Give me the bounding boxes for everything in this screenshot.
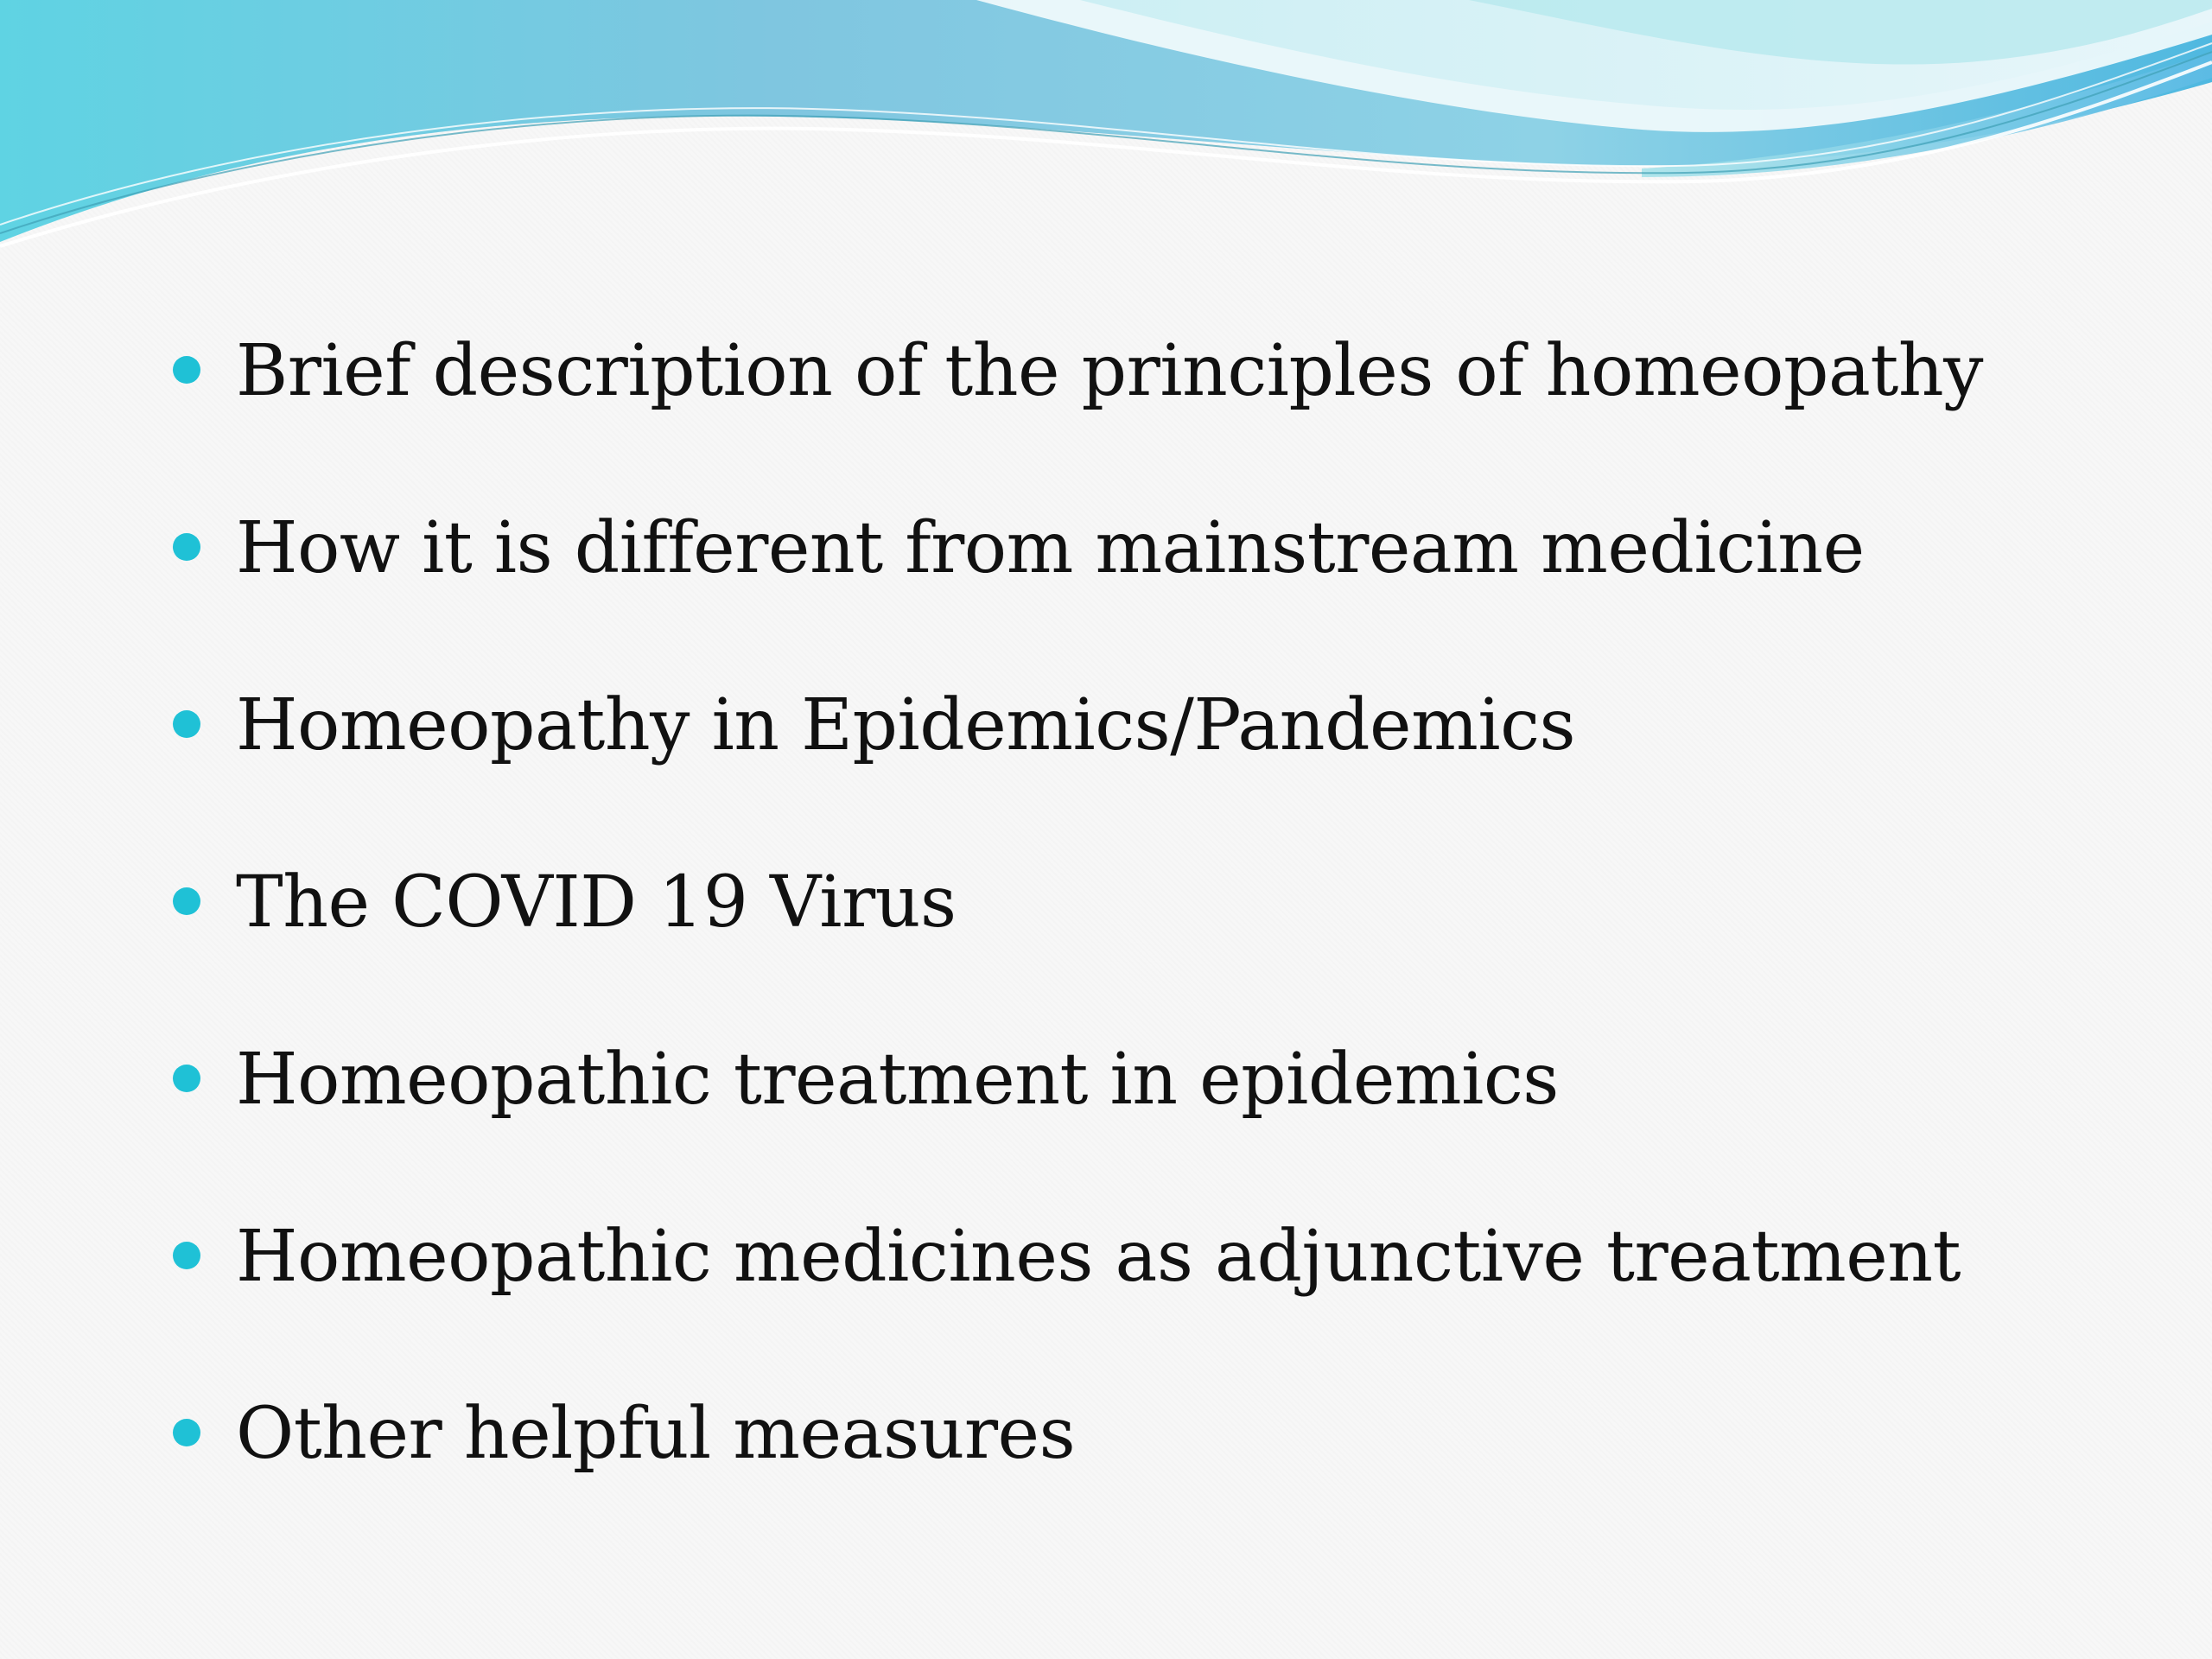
list-item [173, 851, 2074, 1028]
list-item [173, 497, 2074, 674]
bullet-icon [173, 1419, 200, 1446]
bullet-icon [173, 1065, 200, 1092]
bullet-text: Brief description of the principles of homeopathy [236, 330, 1983, 412]
bullet-icon [173, 710, 200, 738]
header-wave-decoration [0, 0, 2212, 259]
bullet-text: The COVID 19 Virus [236, 861, 957, 944]
bullet-text: Homeopathic treatment in epidemics [236, 1039, 1559, 1121]
bullet-text: Homeopathy in Epidemics/Pandemics [236, 684, 1576, 766]
list-item [173, 1028, 2074, 1205]
bullet-text: Other helpful measures [236, 1393, 1076, 1475]
list-item [173, 1205, 2074, 1382]
list-item [173, 674, 2074, 851]
bullet-icon [173, 533, 200, 561]
bullet-icon [173, 356, 200, 384]
bullet-icon [173, 1242, 200, 1269]
bullet-icon [173, 887, 200, 915]
bullet-text: How it is different from mainstream medicine [236, 507, 1865, 589]
bullet-text: Homeopathic medicines as adjunctive treatment [236, 1216, 1961, 1298]
list-item [173, 320, 2074, 497]
bullet-list [173, 320, 2074, 1560]
list-item [173, 1382, 2074, 1560]
